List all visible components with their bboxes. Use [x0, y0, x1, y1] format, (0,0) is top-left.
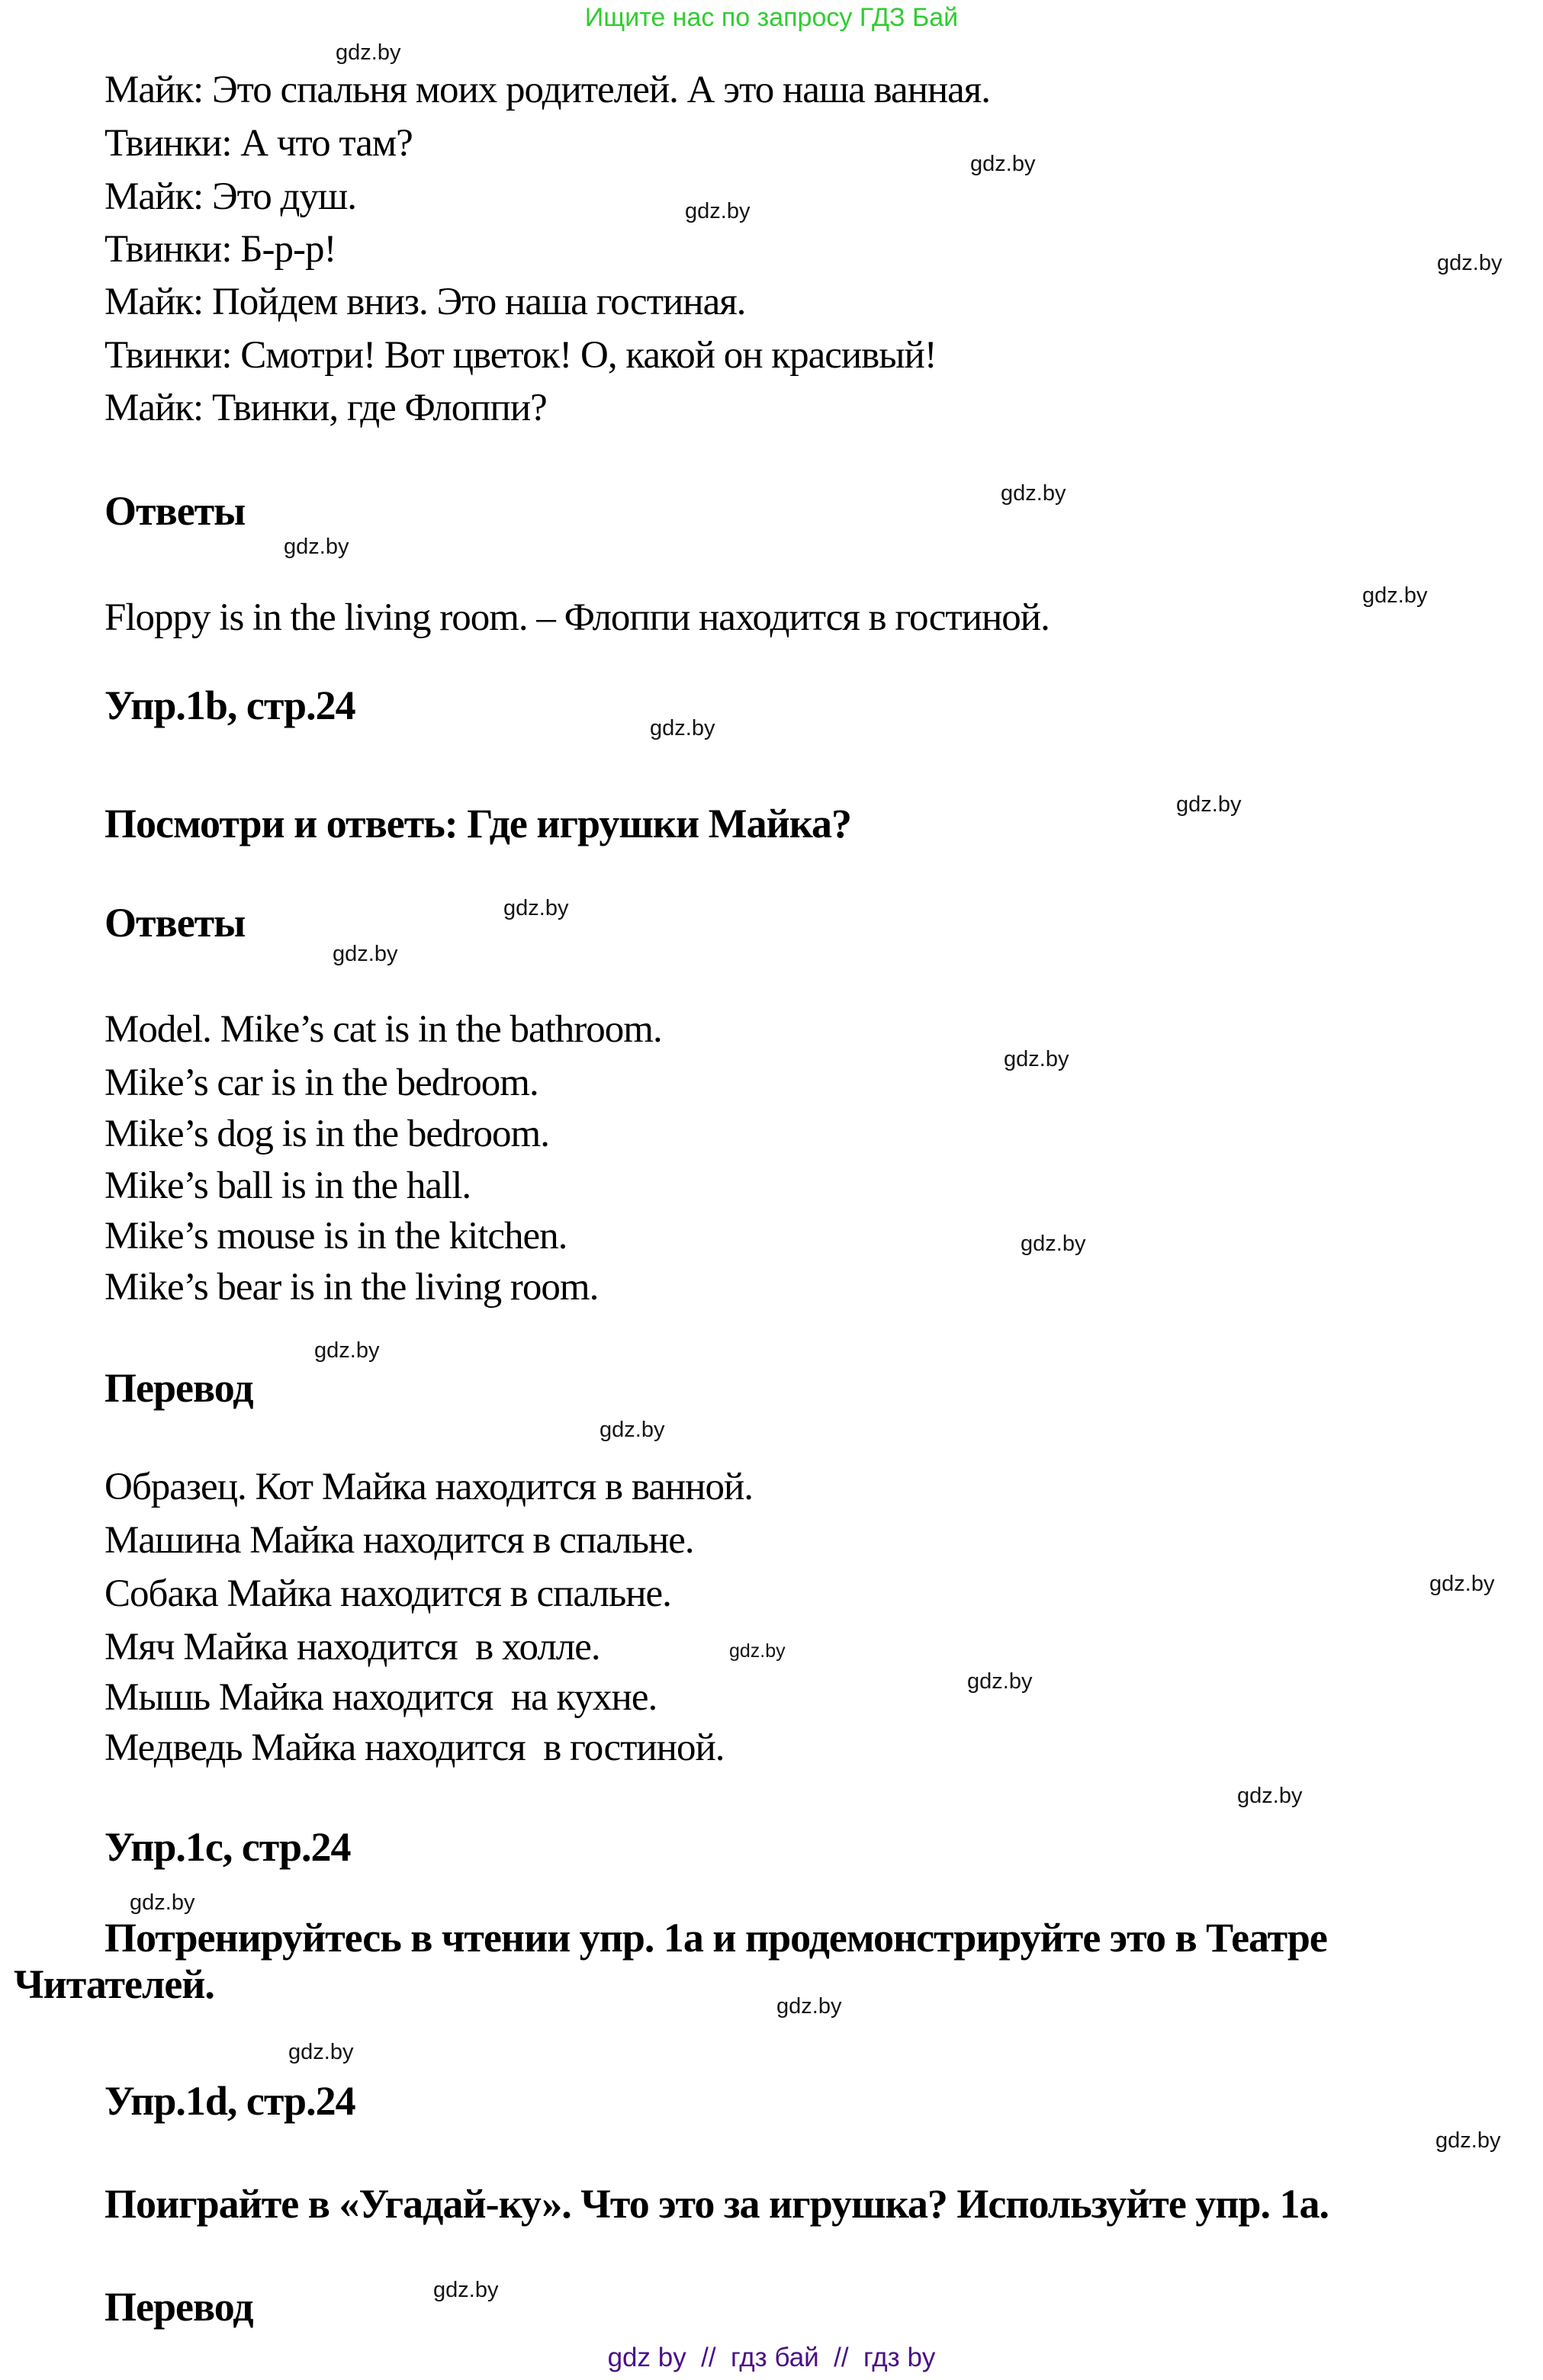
answer-line: Mike’s ball is in the hall. — [104, 1164, 471, 1207]
gdz-watermark: gdz.by — [970, 152, 1036, 176]
dialogue-line: Майк: Это душ. — [104, 175, 356, 218]
promo-banner: Ищите нас по запросу ГДЗ Бай — [584, 3, 959, 32]
answer-line: Mike’s bear is in the living room. — [104, 1266, 599, 1309]
gdz-watermark: gdz.by — [776, 1994, 842, 2019]
exercise-heading-1c: Упр.1c, стр.24 — [104, 1824, 351, 1870]
dialogue-line: Твинки: Б-р-р! — [104, 228, 336, 271]
gdz-watermark: gdz.by — [967, 1669, 1033, 1694]
translation-heading: Перевод — [104, 1365, 253, 1411]
answer-line: Mike’s dog is in the bedroom. — [104, 1113, 549, 1155]
dialogue-line: Майк: Это спальня моих родителей. А это наша ванная. — [104, 69, 991, 111]
answer-line: Model. Mike’s cat is in the bathroom. — [104, 1008, 662, 1051]
gdz-watermark: gdz.by — [685, 199, 751, 223]
gdz-watermark: gdz.by — [503, 896, 569, 920]
task-text-1c-line1: Потренируйтесь в чтении упр. 1а и продемонстрируйте это в Театре — [104, 1915, 1327, 1961]
gdz-watermark: gdz.by — [314, 1338, 380, 1363]
gdz-watermark: gdz.by — [1001, 481, 1066, 506]
dialogue-line: Твинки: Смотри! Вот цветок! О, какой он красивый! — [104, 334, 937, 377]
exercise-heading-1d: Упр.1d, стр.24 — [104, 2078, 355, 2124]
translation-line: Мяч Майка находится в холле. — [104, 1626, 600, 1669]
translation-line: Образец. Кот Майка находится в ванной. — [104, 1466, 754, 1508]
answers-heading: Ответы — [104, 488, 246, 534]
gdz-watermark: gdz.by — [1429, 1572, 1495, 1596]
answers-heading: Ответы — [104, 900, 246, 946]
translation-line: Машина Майка находится в спальне. — [104, 1519, 694, 1562]
gdz-watermark: gdz.by — [650, 716, 715, 740]
translation-line: Мышь Майка находится на кухне. — [104, 1676, 657, 1719]
answer-line: Mike’s car is in the bedroom. — [104, 1062, 538, 1104]
gdz-watermark: gdz.by — [1176, 792, 1242, 817]
exercise-heading-1b: Упр.1b, стр.24 — [104, 683, 355, 728]
dialogue-line: Майк: Пойдем вниз. Это наша гостиная. — [104, 281, 746, 323]
task-text-1b: Посмотри и ответь: Где игрушки Майка? — [104, 801, 852, 846]
task-text-1c-line2: Читателей. — [14, 1961, 214, 2007]
gdz-watermark: gdz.by — [288, 2040, 354, 2064]
task-text-1d: Поиграйте в «Угадай-ку». Что это за игрушка? Используйте упр. 1а. — [104, 2181, 1329, 2227]
dialogue-line: Твинки: А что там? — [104, 122, 413, 165]
gdz-watermark: gdz.by — [333, 942, 398, 966]
gdz-watermark: gdz.by — [1237, 1784, 1303, 1808]
gdz-watermark: gdz.by — [1437, 251, 1503, 275]
gdz-watermark: gdz.by — [1004, 1047, 1069, 1071]
gdz-watermark: gdz.by — [284, 535, 349, 559]
answer-line: Mike’s mouse is in the kitchen. — [104, 1215, 567, 1257]
gdz-watermark: gdz.by — [433, 2278, 499, 2302]
gdz-watermark: gdz.by — [600, 1418, 665, 1442]
translation-line: Медведь Майка находится в гостиной. — [104, 1726, 725, 1769]
gdz-watermark: gdz.by — [1435, 2128, 1501, 2153]
gdz-watermark: gdz.by — [1362, 583, 1428, 608]
answer-line: Floppy is in the living room. – Флоппи находится в гостиной. — [104, 596, 1050, 639]
gdz-watermark: gdz.by — [130, 1890, 195, 1915]
translation-line: Собака Майка находится в спальне. — [104, 1572, 671, 1615]
gdz-watermark: gdz.by — [336, 40, 401, 65]
translation-heading: Перевод — [104, 2284, 253, 2330]
footer-links: gdz by // гдз бай // гдз by — [607, 2343, 936, 2372]
gdz-watermark: gdz.by — [729, 1640, 786, 1662]
gdz-watermark: gdz.by — [1021, 1232, 1086, 1256]
dialogue-line: Майк: Твинки, где Флоппи? — [104, 387, 547, 429]
